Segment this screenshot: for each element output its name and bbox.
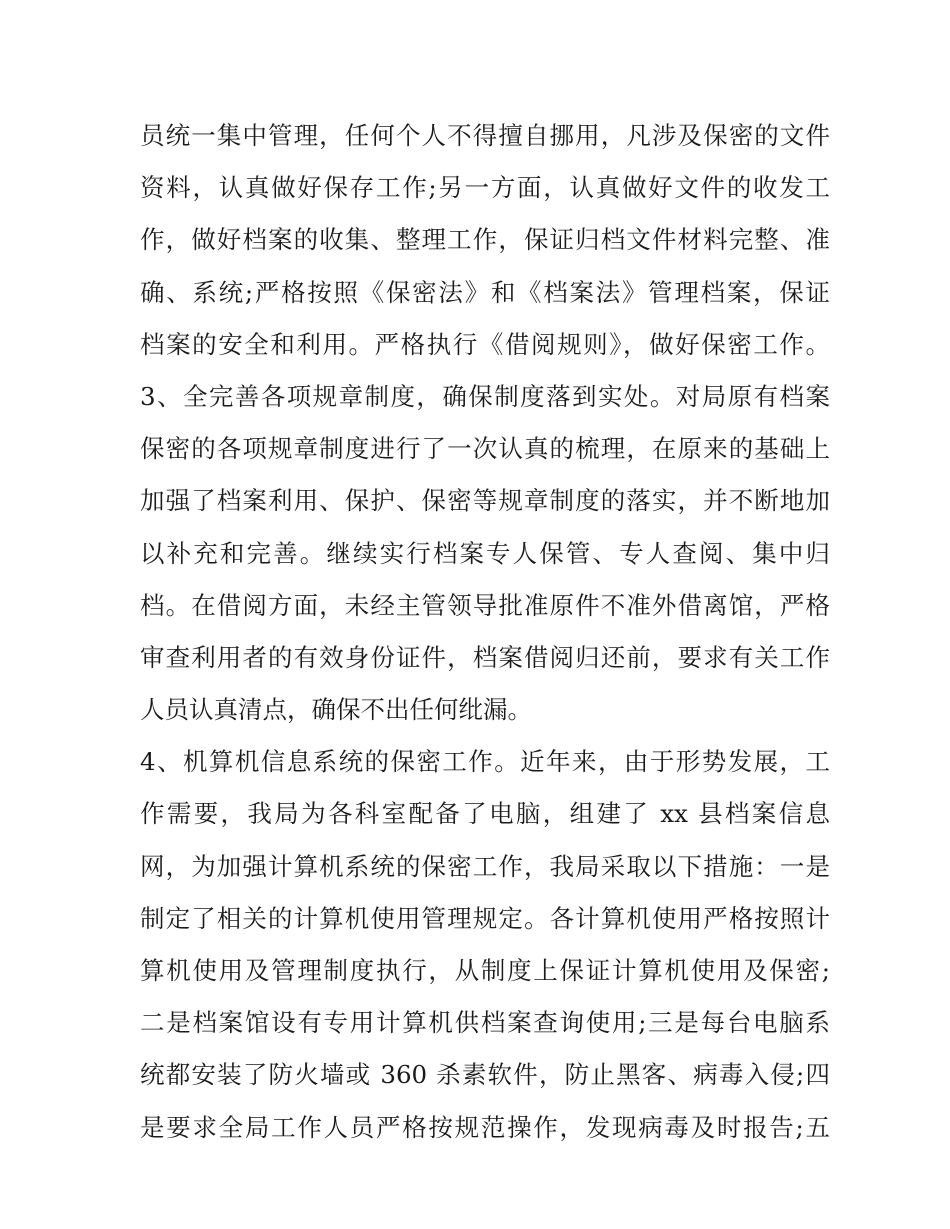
text-line: 审查利用者的有效身份证件，档案借阅归还前，要求有关工作 — [140, 642, 830, 672]
text-line: 统都安装了防火墙或 360 杀素软件，防止黑客、病毒入侵;四 — [140, 1060, 830, 1090]
text-line: 作需要，我局为各科室配备了电脑，组建了 xx 县档案信息 — [140, 799, 830, 829]
text-line: 是要求全局工作人员严格按规范操作，发现病毒及时报告;五 — [140, 1112, 830, 1142]
text-line: 3、全完善各项规章制度，确保制度落到实处。对局原有档案 — [140, 381, 830, 411]
body-text — [140, 110, 830, 1154]
text-line: 以补充和完善。继续实行档案专人保管、专人查阅、集中归 — [140, 538, 830, 568]
text-line: 4、机算机信息系统的保密工作。近年来，由于形势发展，工 — [140, 747, 830, 777]
text-line: 算机使用及管理制度执行，从制度上保证计算机使用及保密; — [140, 956, 830, 985]
text-line: 二是档案馆设有专用计算机供档案查询使用;三是每台电脑系 — [140, 1008, 830, 1038]
text-line: 员统一集中管理，任何个人不得擅自挪用，凡涉及保密的文件 — [140, 121, 830, 150]
text-line: 加强了档案利用、保护、保密等规章制度的落实，并不断地加 — [140, 486, 830, 516]
text-line: 保密的各项规章制度进行了一次认真的梳理，在原来的基础上 — [140, 434, 830, 464]
text-line: 制定了相关的计算机使用管理规定。各计算机使用严格按照计 — [140, 903, 830, 933]
text-line: 档案的安全和利用。严格执行《借阅规则》，做好保密工作。 — [140, 329, 830, 359]
text-line: 确、系统;严格按照《保密法》和《档案法》管理档案，保证 — [140, 277, 830, 307]
text-line: 作，做好档案的收集、整理工作，保证归档文件材料完整、准 — [140, 225, 830, 255]
text-line: 资料，认真做好保存工作;另一方面，认真做好文件的收发工 — [140, 173, 830, 203]
text-line: 人员认真清点，确保不出任何纰漏。 — [140, 695, 532, 725]
text-line: 网，为加强计算机系统的保密工作，我局采取以下措施：一是 — [140, 851, 830, 881]
text-line: 档。在借阅方面，未经主管领导批准原件不准外借离馆，严格 — [140, 590, 830, 620]
